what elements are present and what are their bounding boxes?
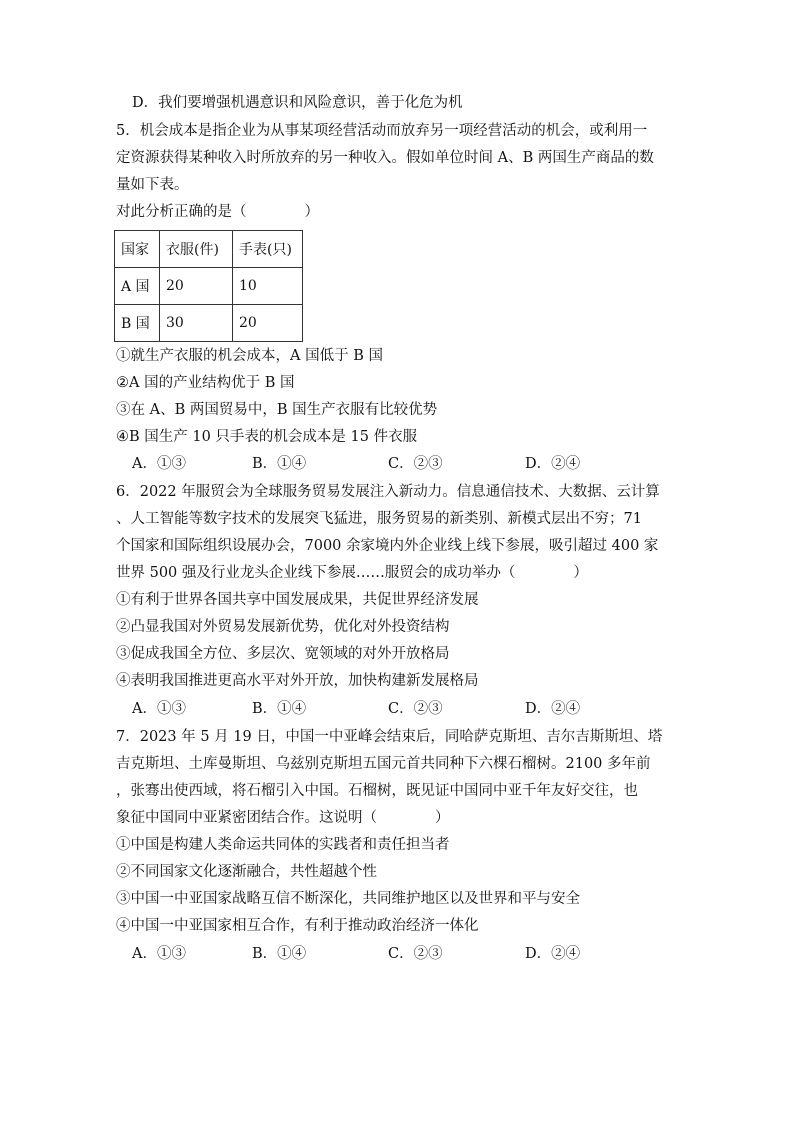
q7-option-a[interactable]: A．①③ — [132, 946, 186, 962]
q6-option-d[interactable]: D．②④ — [525, 701, 581, 717]
q5-statement-1: ①就生产衣服的机会成本，A 国低于 B 国 — [116, 348, 383, 364]
q6-option-c[interactable]: C．②③ — [388, 701, 443, 717]
table-cell: A 国 — [115, 268, 160, 305]
q6-stem-line-1: 6．2022 年服贸会为全球服务贸易发展注入新动力。信息通信技术、大数据、云计算 — [116, 484, 660, 500]
q7-option-d[interactable]: D．②④ — [525, 946, 581, 962]
q6-option-a[interactable]: A．①③ — [132, 701, 186, 717]
q5-statement-2: ②A 国的产业结构优于 B 国 — [116, 375, 295, 391]
q6-statement-3: ③促成我国全方位、多层次、宽领域的对外开放格局 — [116, 646, 450, 662]
q5-stem-line-1: 5．机会成本是指企业为从事某项经营活动而放弃另一项经营活动的机会，或利用一 — [116, 123, 648, 139]
q5-option-d[interactable]: D．②④ — [525, 456, 581, 472]
q5-statement-3: ③在 A、B 两国贸易中，B 国生产衣服有比较优势 — [116, 402, 438, 418]
q7-statement-4: ④中国一中亚国家相互合作，有利于推动政治经济一体化 — [116, 918, 479, 934]
q7-option-c[interactable]: C．②③ — [388, 946, 443, 962]
q4-option-d: D．我们要增强机遇意识和风险意识，善于化危为机 — [132, 95, 463, 111]
q7-stem-line-4: 象征中国同中亚紧密团结合作。这说明（ ） — [116, 810, 450, 826]
q6-stem-line-2: 、人工智能等数字技术的发展突飞猛进，服务贸易的新类别、新模式层出不穷；71 — [116, 511, 642, 527]
table-cell: 10 — [233, 268, 303, 305]
q7-option-b[interactable]: B．①④ — [252, 946, 307, 962]
q6-statement-4: ④表明我国推进更高水平对外开放，加快构建新发展格局 — [116, 673, 479, 689]
q7-stem-line-1: 7．2023 年 5 月 19 日，中国一中亚峰会结束后，同哈萨克斯坦、吉尔吉斯斯坦、塔 — [116, 729, 663, 745]
q5-stem-line-2: 定资源获得某种收入时所放弃的另一种收入。假如单位时间 A、B 两国生产商品的数 — [116, 150, 654, 166]
q7-stem-line-2: 吉克斯坦、土库曼斯坦、乌兹别克斯坦五国元首共同种下六棵石榴树。2100 多年前 — [116, 756, 651, 772]
table-header-cell: 衣服(件) — [160, 231, 233, 268]
q5-option-b[interactable]: B．①④ — [252, 456, 307, 472]
q7-statement-3: ③中国一中亚国家战略互信不断深化，共同维护地区以及世界和平与安全 — [116, 891, 580, 907]
table-row — [115, 305, 303, 342]
q5-stem-line-4: 对此分析正确的是（ ） — [116, 204, 319, 220]
q6-stem-line-3: 个国家和国际组织设展办会，7000 余家境内外企业线上线下参展，吸引超过 400 家 — [116, 538, 659, 554]
q5-option-c[interactable]: C．②③ — [388, 456, 443, 472]
table-cell: 20 — [233, 305, 303, 342]
q5-stem-line-3: 量如下表。 — [116, 177, 189, 193]
table-header-cell: 手表(只) — [233, 231, 303, 268]
q6-stem-line-4: 世界 500 强及行业龙头企业线下参展……服贸会的成功举办（ ） — [116, 565, 588, 581]
q6-statement-1: ①有利于世界各国共享中国发展成果，共促世界经济发展 — [116, 592, 479, 608]
table-header-row — [115, 231, 303, 268]
q6-statement-2: ②凸显我国对外贸易发展新优势，优化对外投资结构 — [116, 619, 450, 635]
q5-option-a[interactable]: A．①③ — [132, 456, 186, 472]
q7-stem-line-3: ，张骞出使西域，将石榴引入中国。石榴树，既见证中国同中亚千年友好交往，也 — [116, 783, 638, 799]
table-cell: 30 — [160, 305, 233, 342]
table-row — [115, 268, 303, 305]
q7-statement-2: ②不同国家文化逐渐融合，共性超越个性 — [116, 864, 377, 880]
q5-statement-4: ④B 国生产 10 只手表的机会成本是 15 件衣服 — [116, 429, 418, 445]
q6-option-b[interactable]: B．①④ — [252, 701, 307, 717]
q5-data-table — [114, 230, 303, 342]
q7-statement-1: ①中国是构建人类命运共同体的实践者和责任担当者 — [116, 837, 450, 853]
table-cell: 20 — [160, 268, 233, 305]
table-header-cell: 国家 — [115, 231, 160, 268]
table-cell: B 国 — [115, 305, 160, 342]
